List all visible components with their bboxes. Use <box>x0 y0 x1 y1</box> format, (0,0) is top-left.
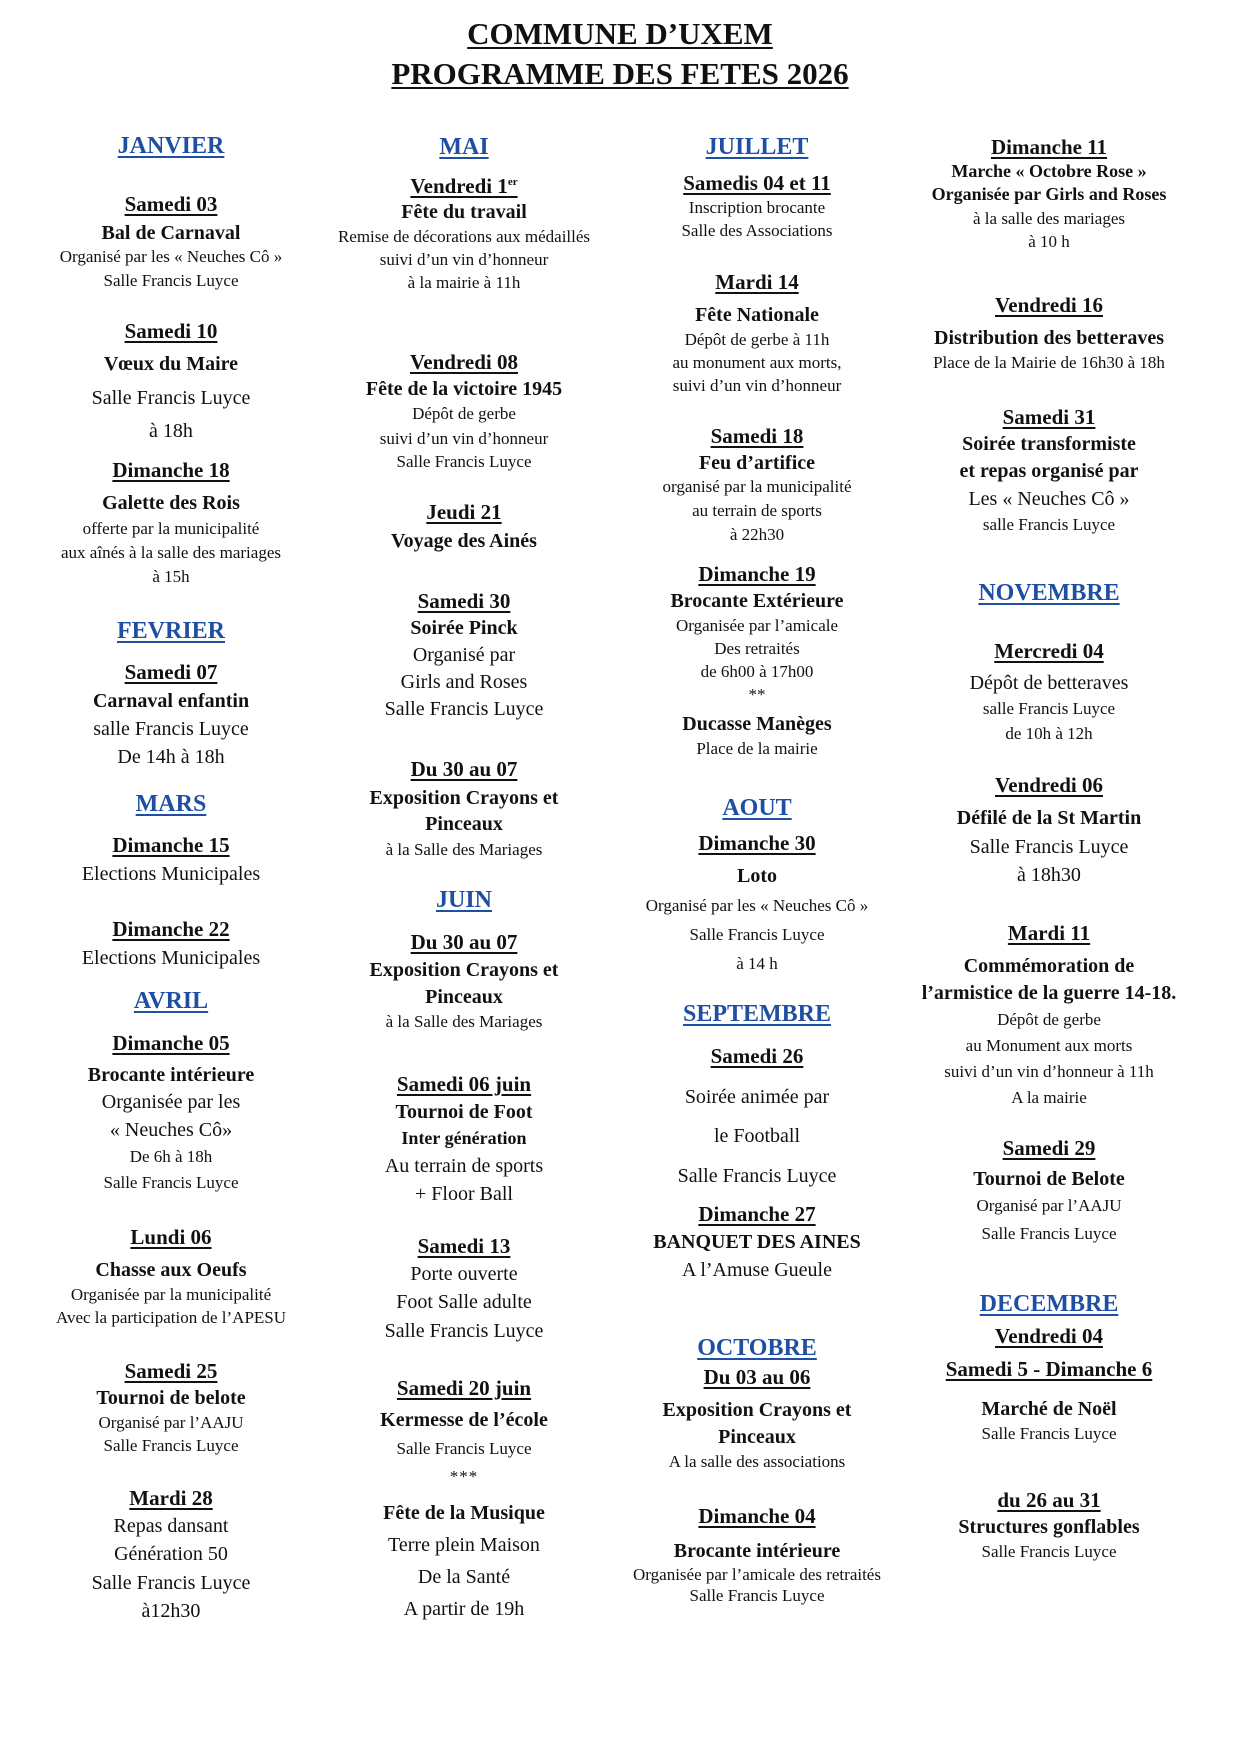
event-name: Exposition Crayons et <box>369 787 559 809</box>
event-detail: Salle Francis Luyce <box>91 387 251 409</box>
event-name: Ducasse Manèges <box>682 713 832 735</box>
event-detail: Organisé par les « Neuches Cô » <box>645 896 869 915</box>
event-detail: Salle Francis Luyce <box>689 925 825 944</box>
event-detail: Terre plein Maison <box>388 1534 540 1556</box>
event-detail: Soirée animée par <box>684 1086 830 1108</box>
event-name: Carnaval enfantin <box>92 690 250 712</box>
event-name: Bal de Carnaval <box>101 222 241 244</box>
event-name: Brocante intérieure <box>87 1064 255 1086</box>
event-detail: Organisé par les « Neuches Cô » <box>59 247 283 266</box>
event-detail: Salle Francis Luyce <box>969 836 1129 858</box>
event-name: Tournoi de Belote <box>973 1168 1125 1190</box>
event-detail: suivi d’un vin d’honneur <box>672 376 842 395</box>
event-detail: à la Salle des Mariages <box>385 1012 543 1031</box>
month-janvier: JANVIER <box>117 133 225 159</box>
event-detail: Porte ouverte <box>410 1263 518 1285</box>
event-detail: Foot Salle adulte <box>396 1291 532 1313</box>
event-detail: Dépôt de betteraves <box>969 672 1129 694</box>
event-detail: Salle Francis Luyce <box>384 1320 544 1342</box>
month-decembre: DECEMBRE <box>979 1291 1119 1317</box>
event-date: Samedi 10 <box>124 319 218 343</box>
event-date: Mercredi 04 <box>994 639 1104 663</box>
event-date: Lundi 06 <box>130 1225 212 1249</box>
event-detail: A partir de 19h <box>403 1598 525 1620</box>
event-detail: Salle Francis Luyce <box>689 1586 825 1605</box>
event-name: Fête de la victoire 1945 <box>365 378 563 400</box>
event-date: Samedi 26 <box>710 1044 804 1068</box>
event-date: Mardi 14 <box>715 270 799 294</box>
event-detail: Salle des Associations <box>681 221 833 240</box>
event-date: Dimanche 19 <box>698 562 816 586</box>
event-detail: organisé par la municipalité <box>662 477 852 496</box>
event-name: Chasse aux Oeufs <box>95 1259 247 1281</box>
event-detail: Place de la Mairie de 16h30 à 18h <box>933 353 1165 372</box>
event-name: Galette des Rois <box>102 492 240 514</box>
event-name: Pinceaux <box>718 1426 796 1448</box>
event-detail: suivi d’un vin d’honneur <box>379 250 549 269</box>
month-novembre: NOVEMBRE <box>978 580 1120 606</box>
event-detail: Organisé par l’AAJU <box>98 1413 244 1432</box>
event-detail: A l’Amuse Gueule <box>682 1259 832 1281</box>
event-detail: à 15h <box>152 567 190 586</box>
month-octobre: OCTOBRE <box>697 1335 817 1361</box>
event-detail: à 18h30 <box>1017 864 1081 886</box>
event-date: Du 03 au 06 <box>703 1365 811 1389</box>
event-detail: Des retraités <box>714 639 800 658</box>
month-septembre: SEPTEMBRE <box>682 1001 832 1027</box>
event-date: Samedi 13 <box>417 1234 511 1258</box>
event-detail: Dépôt de gerbe à 11h <box>684 330 830 349</box>
event-detail: Organisé par <box>412 644 516 666</box>
event-detail: Salle Francis Luyce <box>103 1173 239 1192</box>
event-detail: Salle Francis Luyce <box>384 698 544 720</box>
event-name: BANQUET DES AINES <box>653 1231 861 1253</box>
event-name: Pinceaux <box>425 986 503 1008</box>
event-name: Voyage des Ainés <box>391 530 537 552</box>
month-juin: JUIN <box>435 887 492 913</box>
event-name: et repas organisé par <box>959 460 1139 482</box>
event-detail: à la mairie à 11h <box>407 273 521 292</box>
month-aout: AOUT <box>722 795 792 821</box>
event-detail: De 14h à 18h <box>117 746 225 768</box>
event-name: Vœux du Maire <box>103 353 239 375</box>
event-name: Exposition Crayons et <box>369 959 559 981</box>
event-name: Défilé de la St Martin <box>956 807 1142 829</box>
event-detail: aux aînés à la salle des mariages <box>61 543 281 562</box>
event-date: Samedi 30 <box>417 589 511 613</box>
event-date: Samedi 20 juin <box>396 1376 532 1400</box>
event-date: Samedi 5 - Dimanche 6 <box>945 1357 1153 1381</box>
event-date: Vendredi 16 <box>995 293 1103 317</box>
event-date: Samedi 03 <box>124 192 218 216</box>
event-detail: A la mairie <box>1011 1088 1087 1107</box>
event-detail: + Floor Ball <box>415 1183 513 1205</box>
event-detail: Salle Francis Luyce <box>396 1439 532 1458</box>
event-detail: Elections Municipales <box>81 947 261 969</box>
event-detail: Salle Francis Luyce <box>103 1436 239 1455</box>
month-avril: AVRIL <box>133 988 209 1014</box>
event-detail: Dépôt de gerbe <box>997 1010 1101 1029</box>
event-detail: au monument aux morts, <box>672 353 842 372</box>
event-detail: Salle Francis Luyce <box>981 1224 1117 1243</box>
event-detail: à12h30 <box>141 1600 201 1622</box>
event-date: Samedi 06 juin <box>396 1072 532 1096</box>
event-detail: Génération 50 <box>114 1543 228 1565</box>
event-name: Marche « Octobre Rose » <box>951 161 1147 181</box>
event-detail: Organisée par l’amicale des retraités <box>633 1565 881 1584</box>
event-name: Tournoi de belote <box>96 1387 246 1409</box>
event-name: l’armistice de la guerre 14-18. <box>921 982 1177 1004</box>
event-detail: Girls and Roses <box>400 671 528 693</box>
event-detail: Elections Municipales <box>81 863 261 885</box>
event-date: Dimanche 18 <box>112 458 230 482</box>
separator: ** <box>748 685 766 704</box>
column-octobre-decembre <box>896 0 1202 1755</box>
event-detail: Salle Francis Luyce <box>91 1572 251 1594</box>
event-detail: suivi d’un vin d’honneur à 11h <box>944 1062 1154 1081</box>
event-detail: Salle Francis Luyce <box>981 1424 1117 1443</box>
event-date: Vendredi 1er <box>410 174 518 198</box>
event-detail: à 22h30 <box>729 525 785 544</box>
event-date: du 26 au 31 <box>997 1488 1101 1512</box>
event-date: Du 30 au 07 <box>410 930 518 954</box>
event-date: Dimanche 15 <box>112 833 230 857</box>
event-detail: salle Francis Luyce <box>982 699 1116 718</box>
event-detail: « Neuches Cô» <box>109 1119 233 1141</box>
month-fevrier: FEVRIER <box>116 618 225 644</box>
month-mai: MAI <box>439 134 489 160</box>
event-detail: le Football <box>713 1125 801 1147</box>
event-name: Commémoration de <box>963 955 1135 977</box>
event-detail: à la Salle des Mariages <box>385 840 543 859</box>
event-detail: Inscription brocante <box>688 198 826 217</box>
event-name: Exposition Crayons et <box>662 1399 852 1421</box>
event-date: Vendredi 06 <box>995 773 1103 797</box>
event-name: Loto <box>737 865 777 887</box>
event-date: Samedis 04 et 11 <box>683 171 831 195</box>
event-detail: de 6h00 à 17h00 <box>700 662 814 681</box>
separator: *** <box>449 1467 479 1486</box>
event-date: Dimanche 27 <box>698 1202 816 1226</box>
program-title: PROGRAMME DES FETES 2026 <box>391 56 849 91</box>
event-detail: de 10h à 12h <box>1005 724 1093 743</box>
event-date: Samedi 29 <box>1002 1136 1096 1160</box>
event-detail: à 10 h <box>1028 232 1070 251</box>
event-date: Dimanche 22 <box>112 917 230 941</box>
event-date: Samedi 07 <box>124 660 218 684</box>
event-name: Brocante Extérieure <box>670 590 844 612</box>
event-name: Feu d’artifice <box>698 452 816 474</box>
event-name: Organisée par Girls and Roses <box>931 184 1167 204</box>
event-detail: Salle Francis Luyce <box>103 271 239 290</box>
event-subtitle: Inter génération <box>401 1128 527 1148</box>
event-date: Du 30 au 07 <box>410 757 518 781</box>
event-date: Mardi 28 <box>129 1486 213 1510</box>
event-detail: Avec la participation de l’APESU <box>55 1308 287 1327</box>
event-detail: Repas dansant <box>113 1515 229 1537</box>
event-name: Marché de Noël <box>981 1398 1117 1420</box>
event-detail: Dépôt de gerbe <box>412 404 516 423</box>
event-date: Dimanche 04 <box>698 1504 816 1528</box>
event-detail: à 14 h <box>736 954 778 973</box>
event-detail: A la salle des associations <box>668 1452 846 1471</box>
commune-title: COMMUNE D’UXEM <box>467 16 773 51</box>
event-detail: offerte par la municipalité <box>82 519 260 538</box>
event-detail: Organisé par l’AAJU <box>976 1196 1122 1215</box>
event-detail: au terrain de sports <box>692 501 822 520</box>
event-date: Samedi 18 <box>710 424 804 448</box>
event-detail: Organisée par les <box>101 1091 241 1113</box>
event-date: Samedi 25 <box>124 1359 218 1383</box>
event-date: Dimanche 11 <box>990 135 1108 159</box>
event-detail: De 6h à 18h <box>129 1147 213 1166</box>
event-name: Soirée Pinck <box>410 617 518 639</box>
event-detail: salle Francis Luyce <box>982 515 1116 534</box>
event-detail: suivi d’un vin d’honneur <box>379 429 549 448</box>
event-name: Pinceaux <box>425 813 503 835</box>
event-detail: Organisée par l’amicale <box>675 616 839 635</box>
event-date: Mardi 11 <box>1007 921 1091 945</box>
event-name: Fête de la Musique <box>383 1502 545 1524</box>
event-detail: De la Santé <box>417 1566 511 1588</box>
month-juillet: JUILLET <box>705 134 809 160</box>
event-date: Samedi 31 <box>1002 405 1096 429</box>
event-date: Vendredi 08 <box>410 350 518 374</box>
event-detail: Salle Francis Luyce <box>677 1165 837 1187</box>
event-detail: Les « Neuches Cô » <box>968 488 1130 510</box>
event-name: Brocante intérieure <box>673 1540 841 1562</box>
event-name: Fête Nationale <box>695 304 819 326</box>
column-juillet-octobre <box>614 0 900 1755</box>
event-date: Dimanche 30 <box>698 831 816 855</box>
event-detail: Au terrain de sports <box>384 1155 544 1177</box>
event-detail: à la salle des mariages <box>973 209 1125 228</box>
event-detail: salle Francis Luyce <box>93 718 249 740</box>
column-mai-juin <box>318 0 610 1755</box>
event-name: Structures gonflables <box>958 1516 1140 1538</box>
month-mars: MARS <box>135 791 207 817</box>
event-name: Tournoi de Foot <box>395 1101 533 1123</box>
event-detail: au Monument aux morts <box>965 1036 1133 1055</box>
column-janvier-avril <box>30 0 312 1755</box>
event-name: Kermesse de l’école <box>380 1409 548 1431</box>
event-detail: Salle Francis Luyce <box>396 452 532 471</box>
event-date: Jeudi 21 <box>426 500 502 524</box>
event-detail: Remise de décorations aux médaillés <box>337 227 591 246</box>
event-name: Distribution des betteraves <box>934 327 1164 349</box>
event-detail: Salle Francis Luyce <box>981 1542 1117 1561</box>
event-detail: Place de la mairie <box>696 739 818 758</box>
event-name: Fête du travail <box>401 201 527 223</box>
event-detail: Organisée par la municipalité <box>70 1285 272 1304</box>
event-detail: à 18h <box>149 420 193 442</box>
event-date: Dimanche 05 <box>112 1031 230 1055</box>
event-name: Soirée transformiste <box>962 433 1136 455</box>
event-date: Vendredi 04 <box>995 1324 1103 1348</box>
